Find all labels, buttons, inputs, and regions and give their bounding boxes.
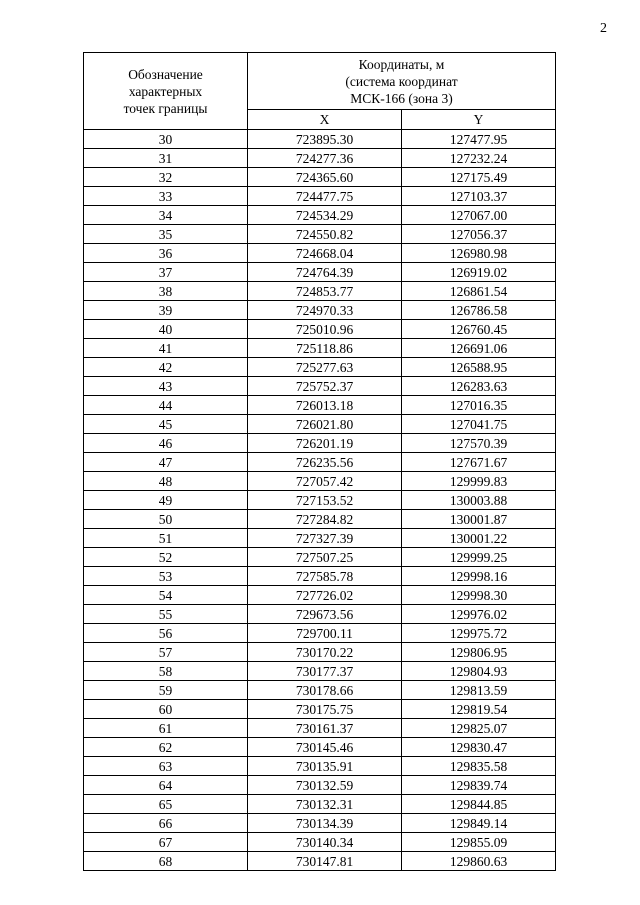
- x-coordinate-cell: 724534.29: [248, 206, 402, 225]
- point-cell: 67: [84, 833, 248, 852]
- point-cell: 50: [84, 510, 248, 529]
- y-coordinate-cell: 129976.02: [402, 605, 556, 624]
- point-header-line: характерных: [128, 83, 203, 99]
- x-column-header: X: [248, 110, 402, 130]
- table-row: [84, 529, 556, 548]
- x-coordinate-cell: 730132.31: [248, 795, 402, 814]
- table-row: [84, 586, 556, 605]
- coordinates-header: [248, 53, 556, 110]
- y-coordinate-cell: 129999.83: [402, 472, 556, 491]
- y-coordinate-cell: 129804.93: [402, 662, 556, 681]
- x-coordinate-cell: 730145.46: [248, 738, 402, 757]
- table-row: [84, 643, 556, 662]
- table-row: [84, 263, 556, 282]
- table-row: [84, 510, 556, 529]
- table-row: [84, 149, 556, 168]
- table-row: [84, 814, 556, 833]
- table-row: [84, 548, 556, 567]
- y-coordinate-cell: 126588.95: [402, 358, 556, 377]
- y-coordinate-cell: 129855.09: [402, 833, 556, 852]
- table-row: [84, 434, 556, 453]
- x-coordinate-cell: 730178.66: [248, 681, 402, 700]
- point-cell: 38: [84, 282, 248, 301]
- page-number: 2: [600, 21, 607, 36]
- table-row: [84, 681, 556, 700]
- y-coordinate-cell: 127056.37: [402, 225, 556, 244]
- table-row: [84, 605, 556, 624]
- y-coordinate-cell: 129975.72: [402, 624, 556, 643]
- y-coordinate-cell: 129825.07: [402, 719, 556, 738]
- table-row: [84, 662, 556, 681]
- x-coordinate-cell: 727284.82: [248, 510, 402, 529]
- y-coordinate-cell: 126691.06: [402, 339, 556, 358]
- table-row: [84, 396, 556, 415]
- table-row: [84, 130, 556, 149]
- x-coordinate-cell: 730140.34: [248, 833, 402, 852]
- y-coordinate-cell: 130001.87: [402, 510, 556, 529]
- x-coordinate-cell: 730175.75: [248, 700, 402, 719]
- table-row: [84, 472, 556, 491]
- y-coordinate-cell: 129844.85: [402, 795, 556, 814]
- table-row: [84, 453, 556, 472]
- y-coordinate-cell: 129835.58: [402, 757, 556, 776]
- point-cell: 36: [84, 244, 248, 263]
- y-coordinate-cell: 129998.16: [402, 567, 556, 586]
- table-row: [84, 757, 556, 776]
- table-row: [84, 852, 556, 871]
- point-cell: 34: [84, 206, 248, 225]
- table-row: [84, 738, 556, 757]
- table-body: [84, 130, 556, 871]
- table-row: [84, 187, 556, 206]
- table-row: [84, 795, 556, 814]
- table-row: [84, 244, 556, 263]
- point-cell: 33: [84, 187, 248, 206]
- x-coordinate-cell: 724277.36: [248, 149, 402, 168]
- x-coordinate-cell: 725752.37: [248, 377, 402, 396]
- table-row: [84, 358, 556, 377]
- point-header-line: Обозначение: [128, 66, 203, 82]
- point-cell: 60: [84, 700, 248, 719]
- y-coordinate-cell: 129813.59: [402, 681, 556, 700]
- table-row: [84, 624, 556, 643]
- table-row: [84, 282, 556, 301]
- y-coordinate-cell: 129819.54: [402, 700, 556, 719]
- x-coordinate-cell: 730170.22: [248, 643, 402, 662]
- x-coordinate-cell: 729673.56: [248, 605, 402, 624]
- point-cell: 44: [84, 396, 248, 415]
- point-cell: 40: [84, 320, 248, 339]
- point-cell: 45: [84, 415, 248, 434]
- point-cell: 32: [84, 168, 248, 187]
- x-coordinate-cell: 725010.96: [248, 320, 402, 339]
- point-cell: 56: [84, 624, 248, 643]
- point-cell: 49: [84, 491, 248, 510]
- x-coordinate-cell: 729700.11: [248, 624, 402, 643]
- point-cell: 54: [84, 586, 248, 605]
- table-row: [84, 776, 556, 795]
- y-coordinate-cell: 129849.14: [402, 814, 556, 833]
- point-cell: 47: [84, 453, 248, 472]
- x-coordinate-cell: 727585.78: [248, 567, 402, 586]
- header-row: [84, 53, 556, 110]
- y-coordinate-cell: 127671.67: [402, 453, 556, 472]
- point-cell: 52: [84, 548, 248, 567]
- table-row: [84, 339, 556, 358]
- point-cell: 46: [84, 434, 248, 453]
- y-coordinate-cell: 129839.74: [402, 776, 556, 795]
- table-row: [84, 206, 556, 225]
- point-cell: 43: [84, 377, 248, 396]
- y-coordinate-cell: 127103.37: [402, 187, 556, 206]
- y-coordinate-cell: 126919.02: [402, 263, 556, 282]
- table-row: [84, 567, 556, 586]
- point-cell: 30: [84, 130, 248, 149]
- y-coordinate-cell: 129999.25: [402, 548, 556, 567]
- x-coordinate-cell: 724668.04: [248, 244, 402, 263]
- x-coordinate-cell: 730134.39: [248, 814, 402, 833]
- y-coordinate-cell: 129806.95: [402, 643, 556, 662]
- x-coordinate-cell: 726235.56: [248, 453, 402, 472]
- point-cell: 35: [84, 225, 248, 244]
- y-coordinate-cell: 130003.88: [402, 491, 556, 510]
- x-coordinate-cell: 730147.81: [248, 852, 402, 871]
- x-coordinate-cell: 725118.86: [248, 339, 402, 358]
- point-cell: 58: [84, 662, 248, 681]
- x-coordinate-cell: 727726.02: [248, 586, 402, 605]
- coords-header-line: МСК-166 (зона 3): [350, 90, 453, 106]
- point-cell: 65: [84, 795, 248, 814]
- x-coordinate-cell: 724550.82: [248, 225, 402, 244]
- table-row: [84, 377, 556, 396]
- coords-header-line: (система координат: [345, 73, 458, 89]
- x-coordinate-cell: 726201.19: [248, 434, 402, 453]
- y-coordinate-cell: 129830.47: [402, 738, 556, 757]
- table-row: [84, 301, 556, 320]
- point-cell: 31: [84, 149, 248, 168]
- x-coordinate-cell: 730135.91: [248, 757, 402, 776]
- table-row: [84, 415, 556, 434]
- table-row: [84, 719, 556, 738]
- point-header-line: точек границы: [123, 100, 208, 116]
- point-cell: 48: [84, 472, 248, 491]
- point-cell: 55: [84, 605, 248, 624]
- point-cell: 37: [84, 263, 248, 282]
- y-coordinate-cell: 126283.63: [402, 377, 556, 396]
- x-coordinate-cell: 726021.80: [248, 415, 402, 434]
- y-coordinate-cell: 129860.63: [402, 852, 556, 871]
- x-coordinate-cell: 724853.77: [248, 282, 402, 301]
- x-coordinate-cell: 726013.18: [248, 396, 402, 415]
- table-row: [84, 491, 556, 510]
- y-coordinate-cell: 126786.58: [402, 301, 556, 320]
- x-coordinate-cell: 727057.42: [248, 472, 402, 491]
- coordinates-table: [83, 52, 556, 871]
- point-cell: 57: [84, 643, 248, 662]
- x-coordinate-cell: 725277.63: [248, 358, 402, 377]
- y-coordinate-cell: 127175.49: [402, 168, 556, 187]
- x-coordinate-cell: 727153.52: [248, 491, 402, 510]
- table-row: [84, 320, 556, 339]
- y-coordinate-cell: 127067.00: [402, 206, 556, 225]
- table-row: [84, 833, 556, 852]
- y-coordinate-cell: 127041.75: [402, 415, 556, 434]
- y-column-header: Y: [402, 110, 556, 130]
- y-coordinate-cell: 127232.24: [402, 149, 556, 168]
- table-row: [84, 700, 556, 719]
- point-cell: 64: [84, 776, 248, 795]
- table-row: [84, 225, 556, 244]
- point-cell: 68: [84, 852, 248, 871]
- point-cell: 63: [84, 757, 248, 776]
- x-coordinate-cell: 727507.25: [248, 548, 402, 567]
- point-designation-header: [84, 53, 248, 130]
- point-cell: 62: [84, 738, 248, 757]
- x-coordinate-cell: 730161.37: [248, 719, 402, 738]
- x-coordinate-cell: 724970.33: [248, 301, 402, 320]
- table-header: [84, 53, 556, 130]
- point-cell: 61: [84, 719, 248, 738]
- x-coordinate-cell: 724764.39: [248, 263, 402, 282]
- coords-header-line: Координаты, м: [358, 56, 445, 72]
- y-coordinate-cell: 129998.30: [402, 586, 556, 605]
- point-cell: 41: [84, 339, 248, 358]
- x-coordinate-cell: 723895.30: [248, 130, 402, 149]
- y-coordinate-cell: 127570.39: [402, 434, 556, 453]
- x-coordinate-cell: 730132.59: [248, 776, 402, 795]
- x-coordinate-cell: 727327.39: [248, 529, 402, 548]
- y-coordinate-cell: 126980.98: [402, 244, 556, 263]
- point-cell: 66: [84, 814, 248, 833]
- y-coordinate-cell: 126861.54: [402, 282, 556, 301]
- y-coordinate-cell: 130001.22: [402, 529, 556, 548]
- x-coordinate-cell: 724477.75: [248, 187, 402, 206]
- point-cell: 53: [84, 567, 248, 586]
- y-coordinate-cell: 127016.35: [402, 396, 556, 415]
- y-coordinate-cell: 127477.95: [402, 130, 556, 149]
- y-coordinate-cell: 126760.45: [402, 320, 556, 339]
- table-row: [84, 168, 556, 187]
- x-coordinate-cell: 724365.60: [248, 168, 402, 187]
- point-cell: 51: [84, 529, 248, 548]
- point-cell: 39: [84, 301, 248, 320]
- point-cell: 59: [84, 681, 248, 700]
- point-cell: 42: [84, 358, 248, 377]
- x-coordinate-cell: 730177.37: [248, 662, 402, 681]
